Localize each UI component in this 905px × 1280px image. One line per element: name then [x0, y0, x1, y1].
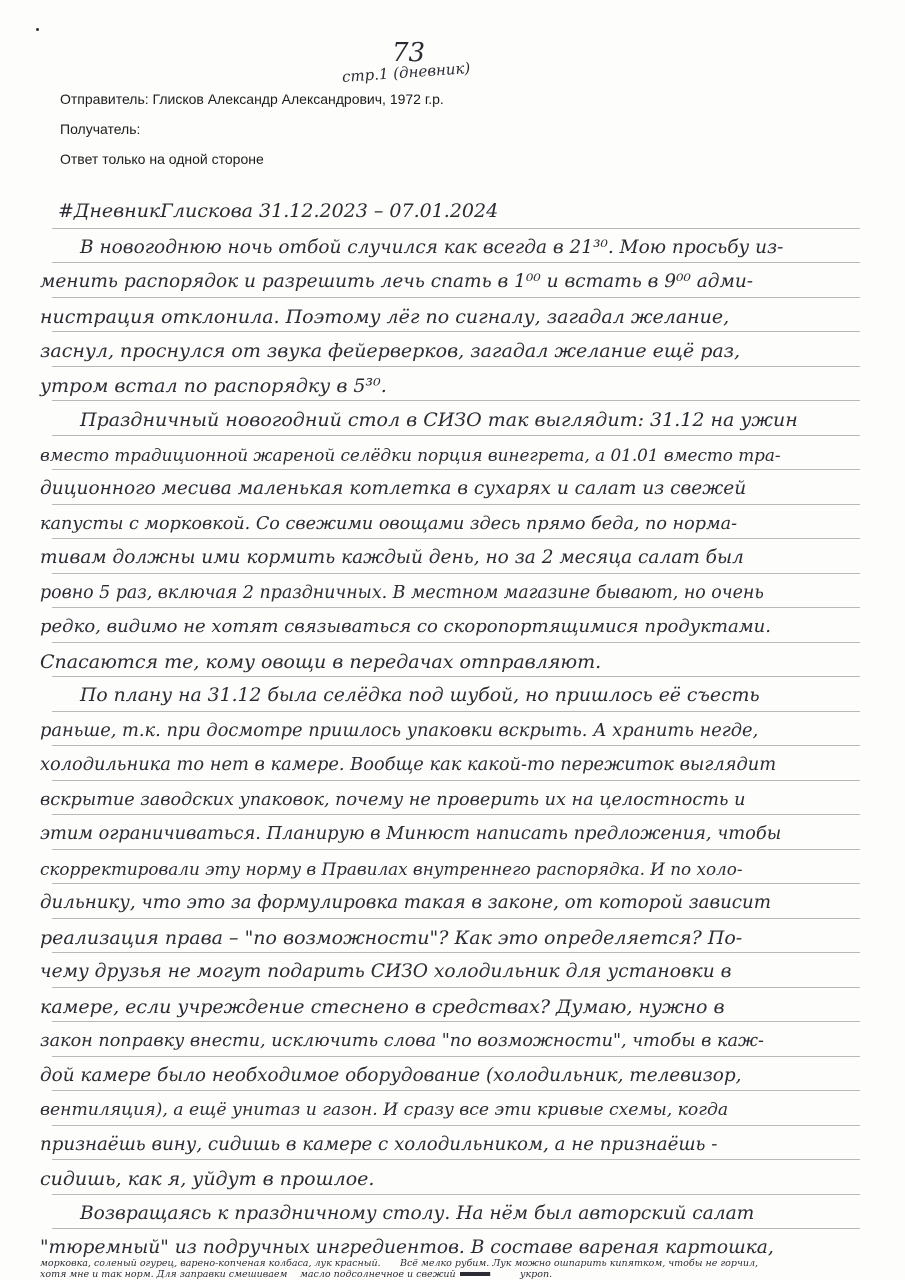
diary-line: холодильника то нет в камере. Вообще как какой-то пережиток выглядит — [40, 754, 777, 775]
ruled-line — [52, 1056, 860, 1057]
ruled-line — [52, 883, 860, 884]
ruled-line — [52, 228, 860, 229]
diary-line: сидишь, как я, уйдут в прошлое. — [40, 1168, 375, 1190]
diary-line: масло подсолнечное и свежий — [300, 1269, 456, 1280]
diary-line: раньше, т.к. при досмотре пришлось упаковки вскрыть. А хранить негде, — [40, 720, 759, 741]
ruled-line — [52, 331, 860, 332]
diary-line: Спасаются те, кому овощи в передачах отправляют. — [40, 651, 602, 673]
one-side-notice: Ответ только на одной стороне — [60, 151, 264, 167]
ruled-line — [52, 607, 860, 608]
ruled-line — [52, 573, 860, 574]
ruled-line — [52, 1194, 860, 1195]
ruled-line — [52, 745, 860, 746]
ruled-line — [52, 469, 860, 470]
diary-line: менить распорядок и разрешить лечь спать в 1⁰⁰ и встать в 9⁰⁰ адми- — [40, 271, 754, 292]
ruled-line — [52, 780, 860, 781]
ruled-line — [52, 849, 860, 850]
page-mark: стр.1 (дневник) — [341, 59, 471, 86]
ruled-line — [52, 918, 860, 919]
diary-line: реализация права – "по возможности"? Как это определяется? По- — [40, 927, 743, 949]
ruled-line — [52, 262, 860, 263]
diary-line: Всё мелко рубим. Лук можно ошпарить кипятком, чтобы не горчил, — [400, 1258, 759, 1269]
ruled-line — [52, 1228, 860, 1229]
ruled-line — [52, 504, 860, 505]
ruled-line — [52, 814, 860, 815]
ruled-line — [52, 1125, 860, 1126]
diary-line: Праздничный новогодний стол в СИЗО так выглядит: 31.12 на ужин — [80, 409, 798, 431]
ruled-line — [52, 400, 860, 401]
diary-line: капусты с морковкой. Со свежими овощами здесь прямо беда, по норма- — [40, 514, 738, 534]
diary-line: утром встал по распорядку в 5³⁰. — [40, 375, 387, 397]
ruled-line — [52, 987, 860, 988]
diary-line: ровно 5 раз, включая 2 праздничных. В местном магазине бывают, но очень — [40, 583, 764, 603]
diary-line: хотя мне и так норм. Для заправки смешиваем — [40, 1269, 288, 1280]
diary-line: диционного месива маленькая котлетка в сухарях и салат из свежей — [40, 478, 747, 499]
recipient-line: Получатель: — [60, 121, 141, 137]
ruled-line — [52, 711, 860, 712]
diary-line: Возвращаясь к праздничному столу. На нём был авторский салат — [80, 1203, 755, 1224]
diary-line: вместо традиционной жареной селёдки порция винегрета, а 01.01 вместо тра- — [40, 445, 781, 465]
ruled-line — [52, 538, 860, 539]
diary-line: вскрытие заводских упаковок, почему не проверить их на целостность и — [40, 790, 746, 810]
ruled-line — [52, 435, 860, 436]
diary-line: дой камере было необходимое оборудование (холодильник, телевизор, — [40, 1065, 742, 1086]
ruled-line — [52, 1021, 860, 1022]
scribbled-out-word — [460, 1269, 490, 1280]
diary-title: #ДневникГлискова 31.12.2023 – 07.01.2024 — [58, 200, 499, 222]
ruled-line — [52, 1090, 860, 1091]
paper-speck — [36, 28, 39, 31]
diary-line: редко, видимо не хотят связываться со скоропортящимися продуктами. — [40, 616, 771, 637]
ruled-line — [52, 676, 860, 677]
diary-line: вентиляция), а ещё унитаз и газон. И сразу все эти кривые схемы, когда — [40, 1100, 729, 1120]
ruled-line — [52, 642, 860, 643]
diary-line: дильнику, что это за формулировка такая в законе, от которой зависит — [40, 892, 771, 913]
ruled-line — [52, 366, 860, 367]
ruled-line — [52, 952, 860, 953]
diary-line: тивам должны ими кормить каждый день, но за 2 месяца салат был — [40, 547, 744, 568]
diary-line: укроп. — [520, 1269, 553, 1280]
diary-line: нистрация отклонила. Поэтому лёг по сигналу, загадал желание, — [40, 306, 730, 328]
diary-line: заснул, проснулся от звука фейерверков, загадал желание ещё раз, — [40, 340, 741, 362]
diary-line: камере, если учреждение стеснено в средствах? Думаю, нужно в — [40, 996, 725, 1018]
diary-line: этим ограничиваться. Планирую в Минюст написать предложения, чтобы — [40, 823, 782, 844]
diary-line: чему друзья не могут подарить СИЗО холодильник для установки в — [40, 961, 732, 982]
diary-line: "тюремный" из подручных ингредиентов. В составе вареная картошка, — [40, 1237, 774, 1258]
diary-line: По плану на 31.12 была селёдка под шубой, но пришлось её съесть — [80, 685, 760, 706]
page-number: 73 — [392, 38, 426, 68]
diary-line: морковка, соленый огурец, варено-копченая колбаса, лук красный. — [40, 1258, 381, 1269]
ruled-line — [52, 1159, 860, 1160]
diary-line: В новогоднюю ночь отбой случился как всегда в 21³⁰. Мою просьбу из- — [80, 237, 784, 258]
diary-line: признаёшь вину, сидишь в камере с холодильником, а не признаёшь - — [40, 1134, 718, 1155]
ruled-line — [52, 297, 860, 298]
diary-line: закон поправку внести, исключить слова "по возможности", чтобы в каж- — [40, 1031, 764, 1051]
sender-line: Отправитель: Глисков Александр Александрович, 1972 г.р. — [60, 91, 444, 107]
diary-line: скорректировали эту норму в Правилах внутреннего распорядка. И по холо- — [40, 859, 743, 879]
